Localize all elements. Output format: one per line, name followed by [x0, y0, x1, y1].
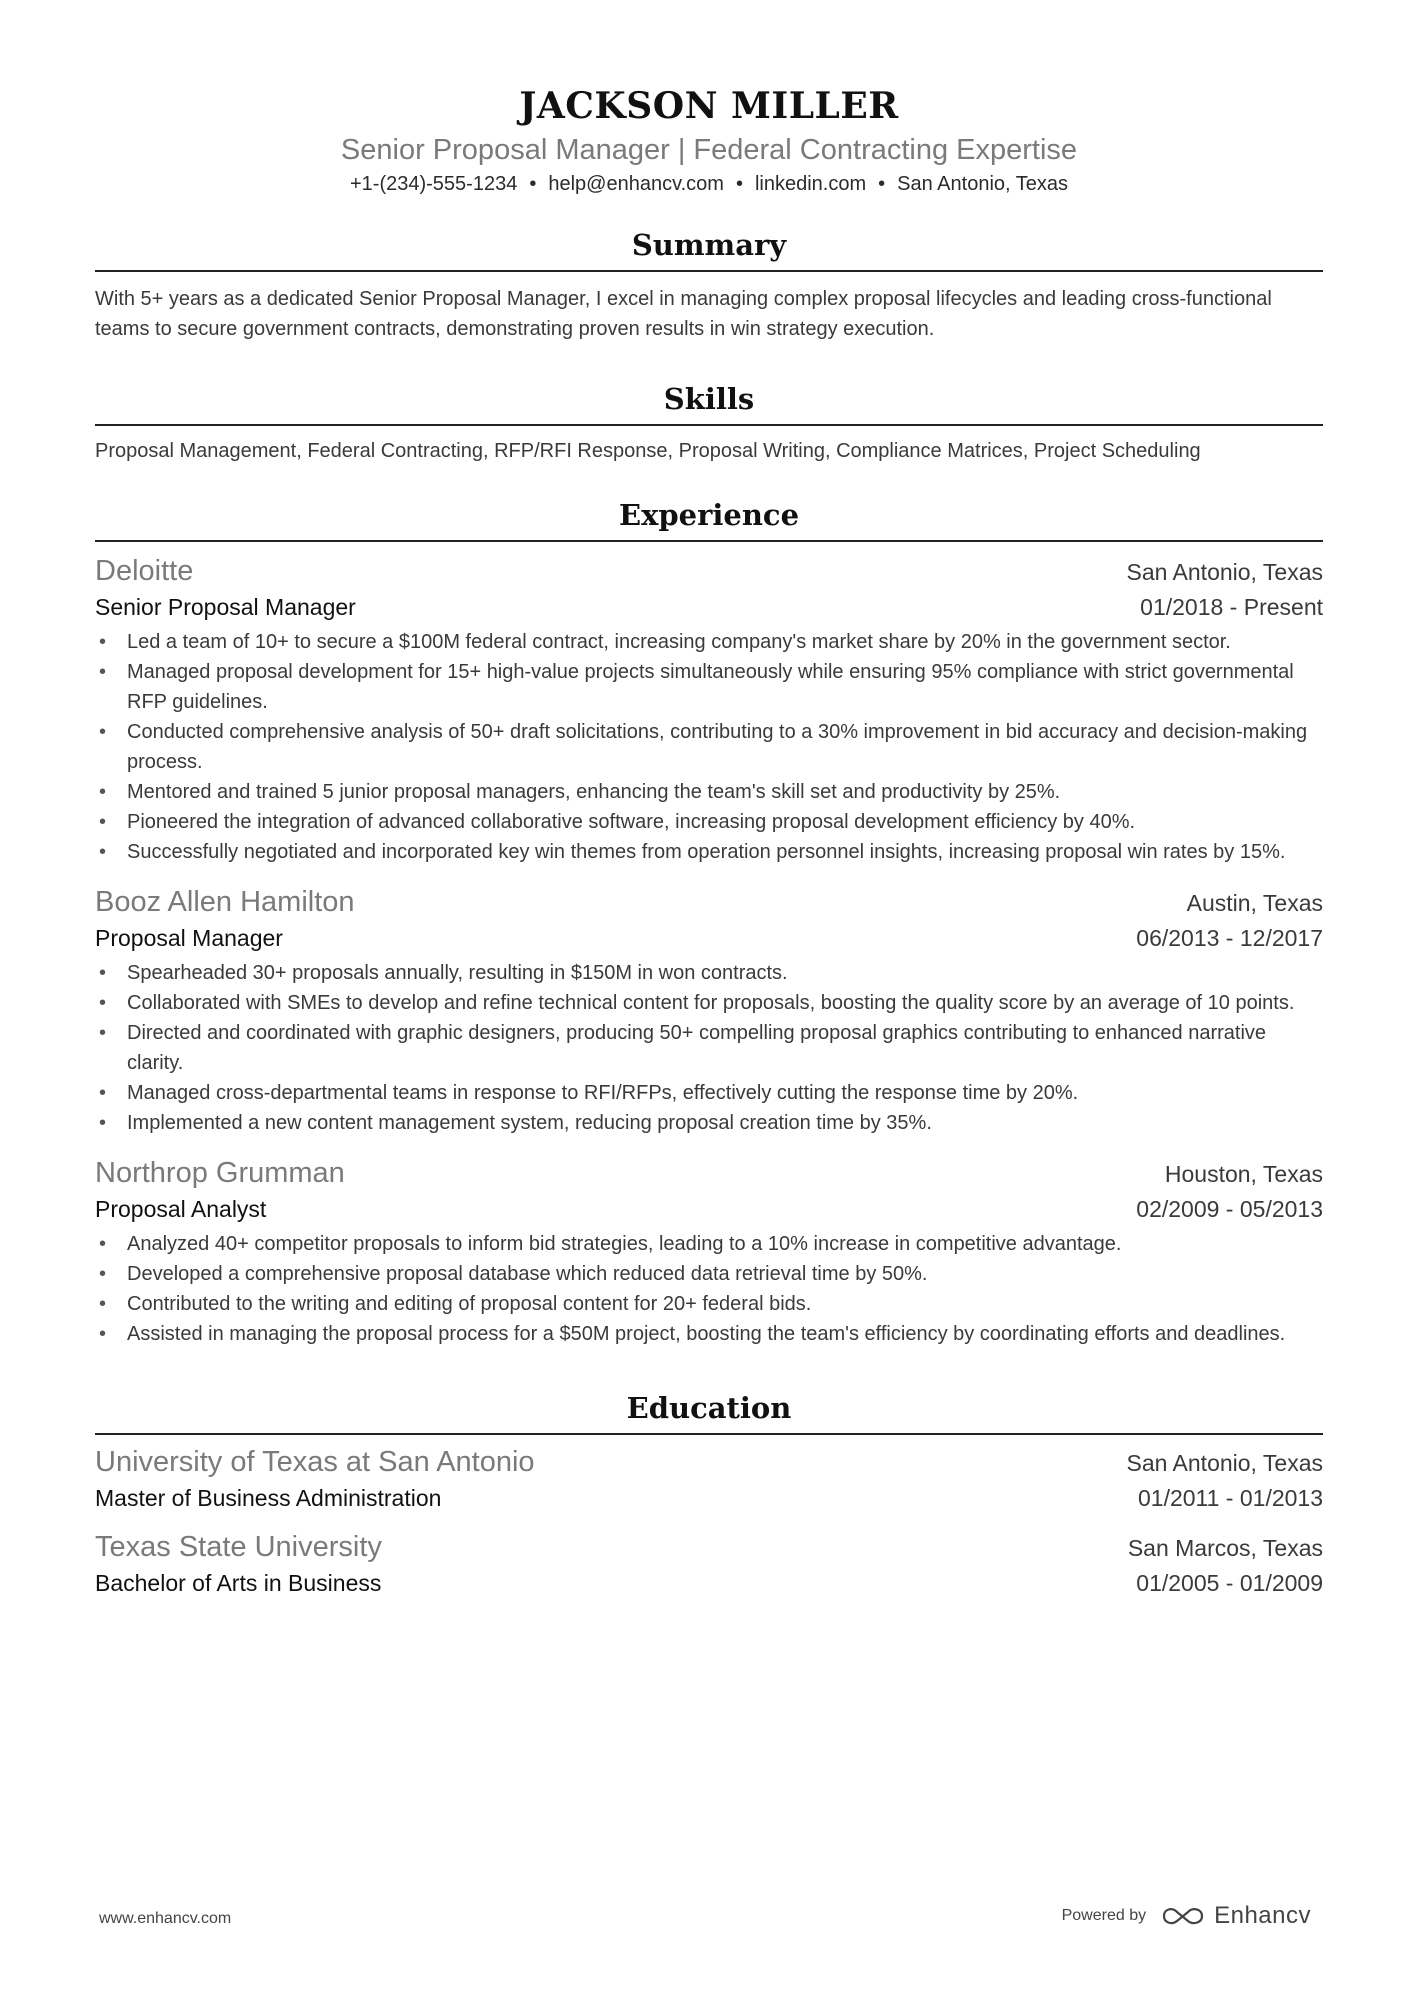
school-name: University of Texas at San Antonio	[95, 1446, 535, 1478]
job-role: Proposal Analyst	[95, 1196, 267, 1222]
phone: +1-(234)-555-1234	[349, 173, 518, 195]
bullet-item: • Collaborated with SMEs to develop and refine technical content for proposals, boosting the quality score by an average of 10 points.	[95, 988, 1323, 1018]
education-dates: 01/2005 - 01/2009	[1136, 1570, 1323, 1596]
job-role: Senior Proposal Manager	[95, 594, 356, 620]
bullet-item: • Assisted in managing the proposal process for a $50M project, boosting the team's efficiency by coordinating efforts and deadlines.	[95, 1319, 1323, 1349]
contact-line	[95, 170, 1323, 198]
footer-url-link[interactable]: www.enhancv.com	[99, 1910, 232, 1927]
separator: •	[878, 173, 886, 195]
job-bullets	[95, 958, 1323, 1138]
bullet-item: • Developed a comprehensive proposal database which reduced data retrieval time by 50%.	[95, 1259, 1323, 1289]
summary-section	[95, 226, 1323, 344]
footer	[99, 1900, 1311, 1940]
section-title-skills: Skills	[663, 382, 755, 416]
divider	[95, 1433, 1323, 1435]
education-entry	[95, 1528, 1323, 1599]
section-title-education: Education	[626, 1391, 792, 1425]
divider	[95, 424, 1323, 426]
brand-name: Enhancv	[1214, 1902, 1311, 1929]
company-name: Deloitte	[95, 555, 194, 587]
location: San Antonio, Texas	[897, 173, 1069, 195]
job-bullets	[95, 627, 1323, 867]
education-section	[95, 1389, 1323, 1599]
school-name: Texas State University	[95, 1531, 382, 1563]
separator: •	[529, 173, 537, 195]
bullet-item: • Led a team of 10+ to secure a $100M federal contract, increasing company's market share by 20% in the government sector.	[95, 627, 1323, 657]
job-bullets	[95, 1229, 1323, 1349]
job-dates: 02/2009 - 05/2013	[1136, 1196, 1323, 1222]
candidate-name: JACKSON MILLER	[519, 85, 899, 127]
school-location: San Marcos, Texas	[1127, 1535, 1323, 1561]
separator: •	[735, 173, 743, 195]
skills-text: Proposal Management, Federal Contracting, RFP/RFI Response, Proposal Writing, Compliance Matrices, Project Scheduling	[95, 440, 1201, 462]
bullet-item: • Managed cross-departmental teams in response to RFI/RFPs, effectively cutting the response time by 20%.	[95, 1078, 1323, 1108]
bullet-item: • Mentored and trained 5 junior proposal managers, enhancing the team's skill set and productivity by 25%.	[95, 777, 1323, 807]
divider	[95, 270, 1323, 272]
linkedin-link[interactable]: linkedin.com	[754, 173, 867, 195]
education-entry	[95, 1443, 1323, 1514]
candidate-title: Senior Proposal Manager | Federal Contracting Expertise	[340, 134, 1078, 166]
job-entry	[95, 1154, 1323, 1349]
skills-section	[95, 380, 1323, 466]
job-dates: 01/2018 - Present	[1140, 594, 1323, 620]
job-dates: 06/2013 - 12/2017	[1136, 925, 1323, 951]
section-title-summary: Summary	[631, 228, 787, 262]
degree: Master of Business Administration	[95, 1485, 442, 1511]
education-dates: 01/2011 - 01/2013	[1137, 1485, 1323, 1511]
powered-by-block	[1062, 1902, 1311, 1930]
company-name: Booz Allen Hamilton	[95, 886, 355, 918]
enhancv-brand[interactable]	[1160, 1902, 1311, 1930]
divider	[95, 540, 1323, 542]
bullet-item: • Managed proposal development for 15+ high-value projects simultaneously while ensuring 95% compliance with strict governmental RFP guidelines.	[95, 657, 1323, 717]
section-title-experience: Experience	[618, 498, 800, 532]
job-location: Houston, Texas	[1164, 1161, 1323, 1187]
powered-by-label: Powered by	[1061, 1907, 1147, 1924]
email-link[interactable]: help@enhancv.com	[548, 173, 724, 195]
bullet-item: • Analyzed 40+ competitor proposals to inform bid strategies, leading to a 10% increase in competitive advantage.	[95, 1229, 1323, 1259]
bullet-item: • Successfully negotiated and incorporated key win themes from operation personnel insights, increasing proposal win rates by 15%.	[95, 837, 1323, 867]
bullet-item: • Implemented a new content management system, reducing proposal creation time by 35%.	[95, 1108, 1323, 1138]
job-location: San Antonio, Texas	[1126, 559, 1323, 585]
enhancv-logo-icon	[1160, 1904, 1206, 1928]
bullet-item: • Directed and coordinated with graphic designers, producing 50+ compelling proposal graphics contributing to enhanced narrative clarity.	[95, 1018, 1323, 1078]
summary-text: With 5+ years as a dedicated Senior Proposal Manager, I excel in managing complex proposal lifecycles and leading cross-functional teams to secure government contracts, demonstrating proven results in win strategy execution.	[95, 288, 1272, 340]
degree: Bachelor of Arts in Business	[95, 1570, 382, 1596]
company-name: Northrop Grumman	[95, 1157, 345, 1189]
school-location: San Antonio, Texas	[1126, 1450, 1323, 1476]
bullet-item: • Contributed to the writing and editing of proposal content for 20+ federal bids.	[95, 1289, 1323, 1319]
experience-section	[95, 496, 1323, 1349]
resume-page	[95, 82, 1323, 1599]
bullet-item: • Spearheaded 30+ proposals annually, resulting in $150M in won contracts.	[95, 958, 1323, 988]
bullet-item: • Conducted comprehensive analysis of 50+ draft solicitations, contributing to a 30% improvement in bid accuracy and decision-making process.	[95, 717, 1323, 777]
job-entry	[95, 552, 1323, 867]
bullet-item: • Pioneered the integration of advanced collaborative software, increasing proposal development efficiency by 40%.	[95, 807, 1323, 837]
job-role: Proposal Manager	[95, 925, 283, 951]
job-location: Austin, Texas	[1186, 890, 1323, 916]
job-entry	[95, 883, 1323, 1138]
